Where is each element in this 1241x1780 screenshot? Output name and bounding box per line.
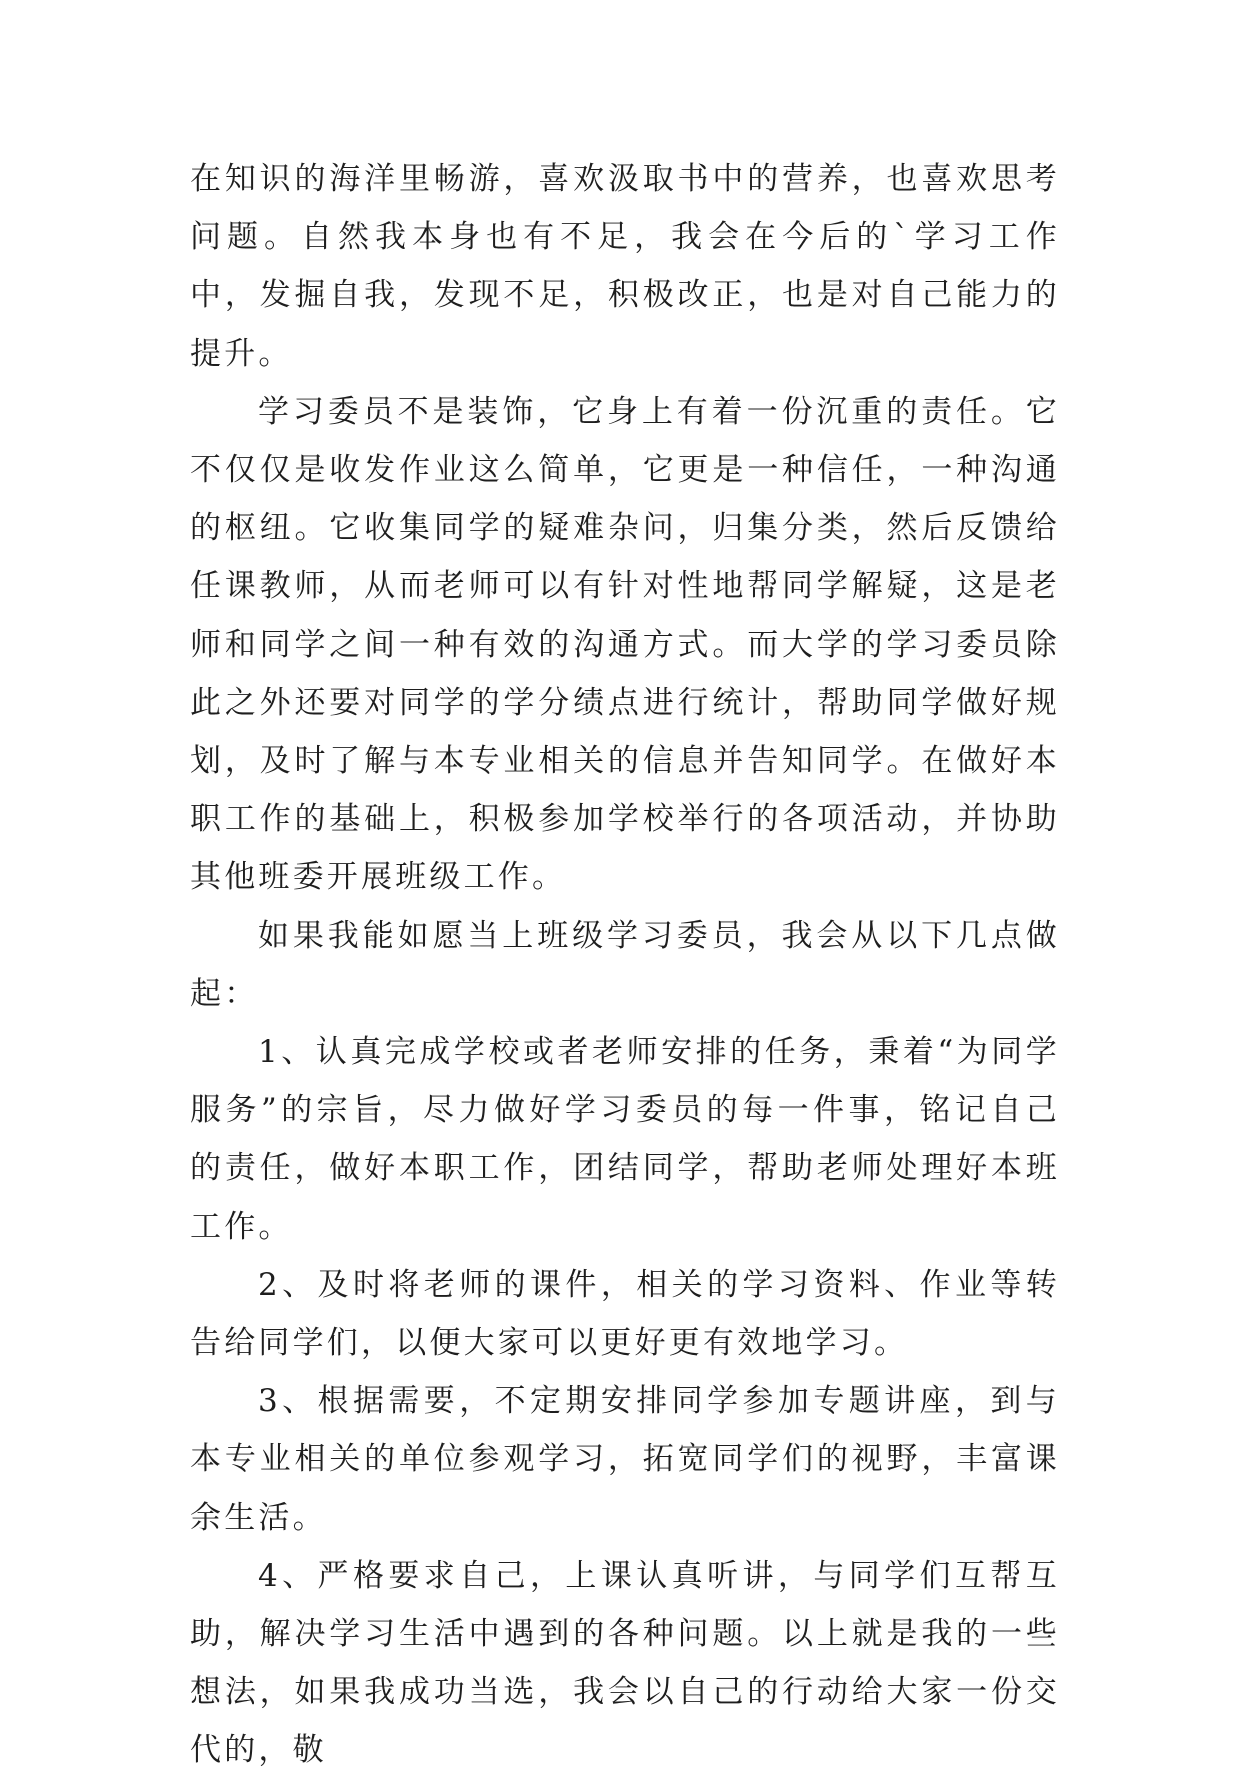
paragraph-point-4: 4、严格要求自己，上课认真听讲，与同学们互帮互助，解决学习生活中遇到的各种问题。以上就是我的一些想法，如果我成功当选，我会以自己的行动给大家一份交代的，敬	[190, 1557, 1060, 1769]
body-text	[190, 150, 1060, 1780]
paragraph-plan-intro: 如果我能如愿当上班级学习委员，我会从以下几点做起：	[190, 917, 1060, 1012]
paragraph-point-2: 2、及时将老师的课件，相关的学习资料、作业等转告给同学们，以便大家可以更好更有效地学习。	[190, 1266, 1060, 1362]
paragraph-intro-continuation: 在知识的海洋里畅游，喜欢汲取书中的营养，也喜欢思考问题。自然我本身也有不足，我会在今后的`学习工作中，发掘自我，发现不足，积极改正，也是对自己能力的提升。	[190, 161, 1060, 372]
paragraph-responsibility: 学习委员不是装饰，它身上有着一份沉重的责任。它不仅仅是收发作业这么简单，它更是一种信任，一种沟通的枢纽。它收集同学的疑难杂问，归集分类，然后反馈给任课教师，从而老师可以有针对性地帮同学解疑，这是老师和同学之间一种有效的沟通方式。而大学的学习委员除此之外还要对同学的学分绩点进行统计，帮助同学做好规划，及时了解与本专业相关的信息并告知同学。在做好本职工作的基础上，积极参加学校举行的各项活动，并协助其他班委开展班级工作。	[190, 393, 1060, 896]
paragraph-point-3: 3、根据需要，不定期安排同学参加专题讲座，到与本专业相关的单位参观学习，拓宽同学们的视野，丰富课余生活。	[190, 1383, 1060, 1536]
paragraph-point-1: 1、认真完成学校或者老师安排的任务，秉着“为同学服务”的宗旨，尽力做好学习委员的每一件事，铭记自己的责任，做好本职工作，团结同学，帮助老师处理好本班工作。	[190, 1034, 1060, 1245]
